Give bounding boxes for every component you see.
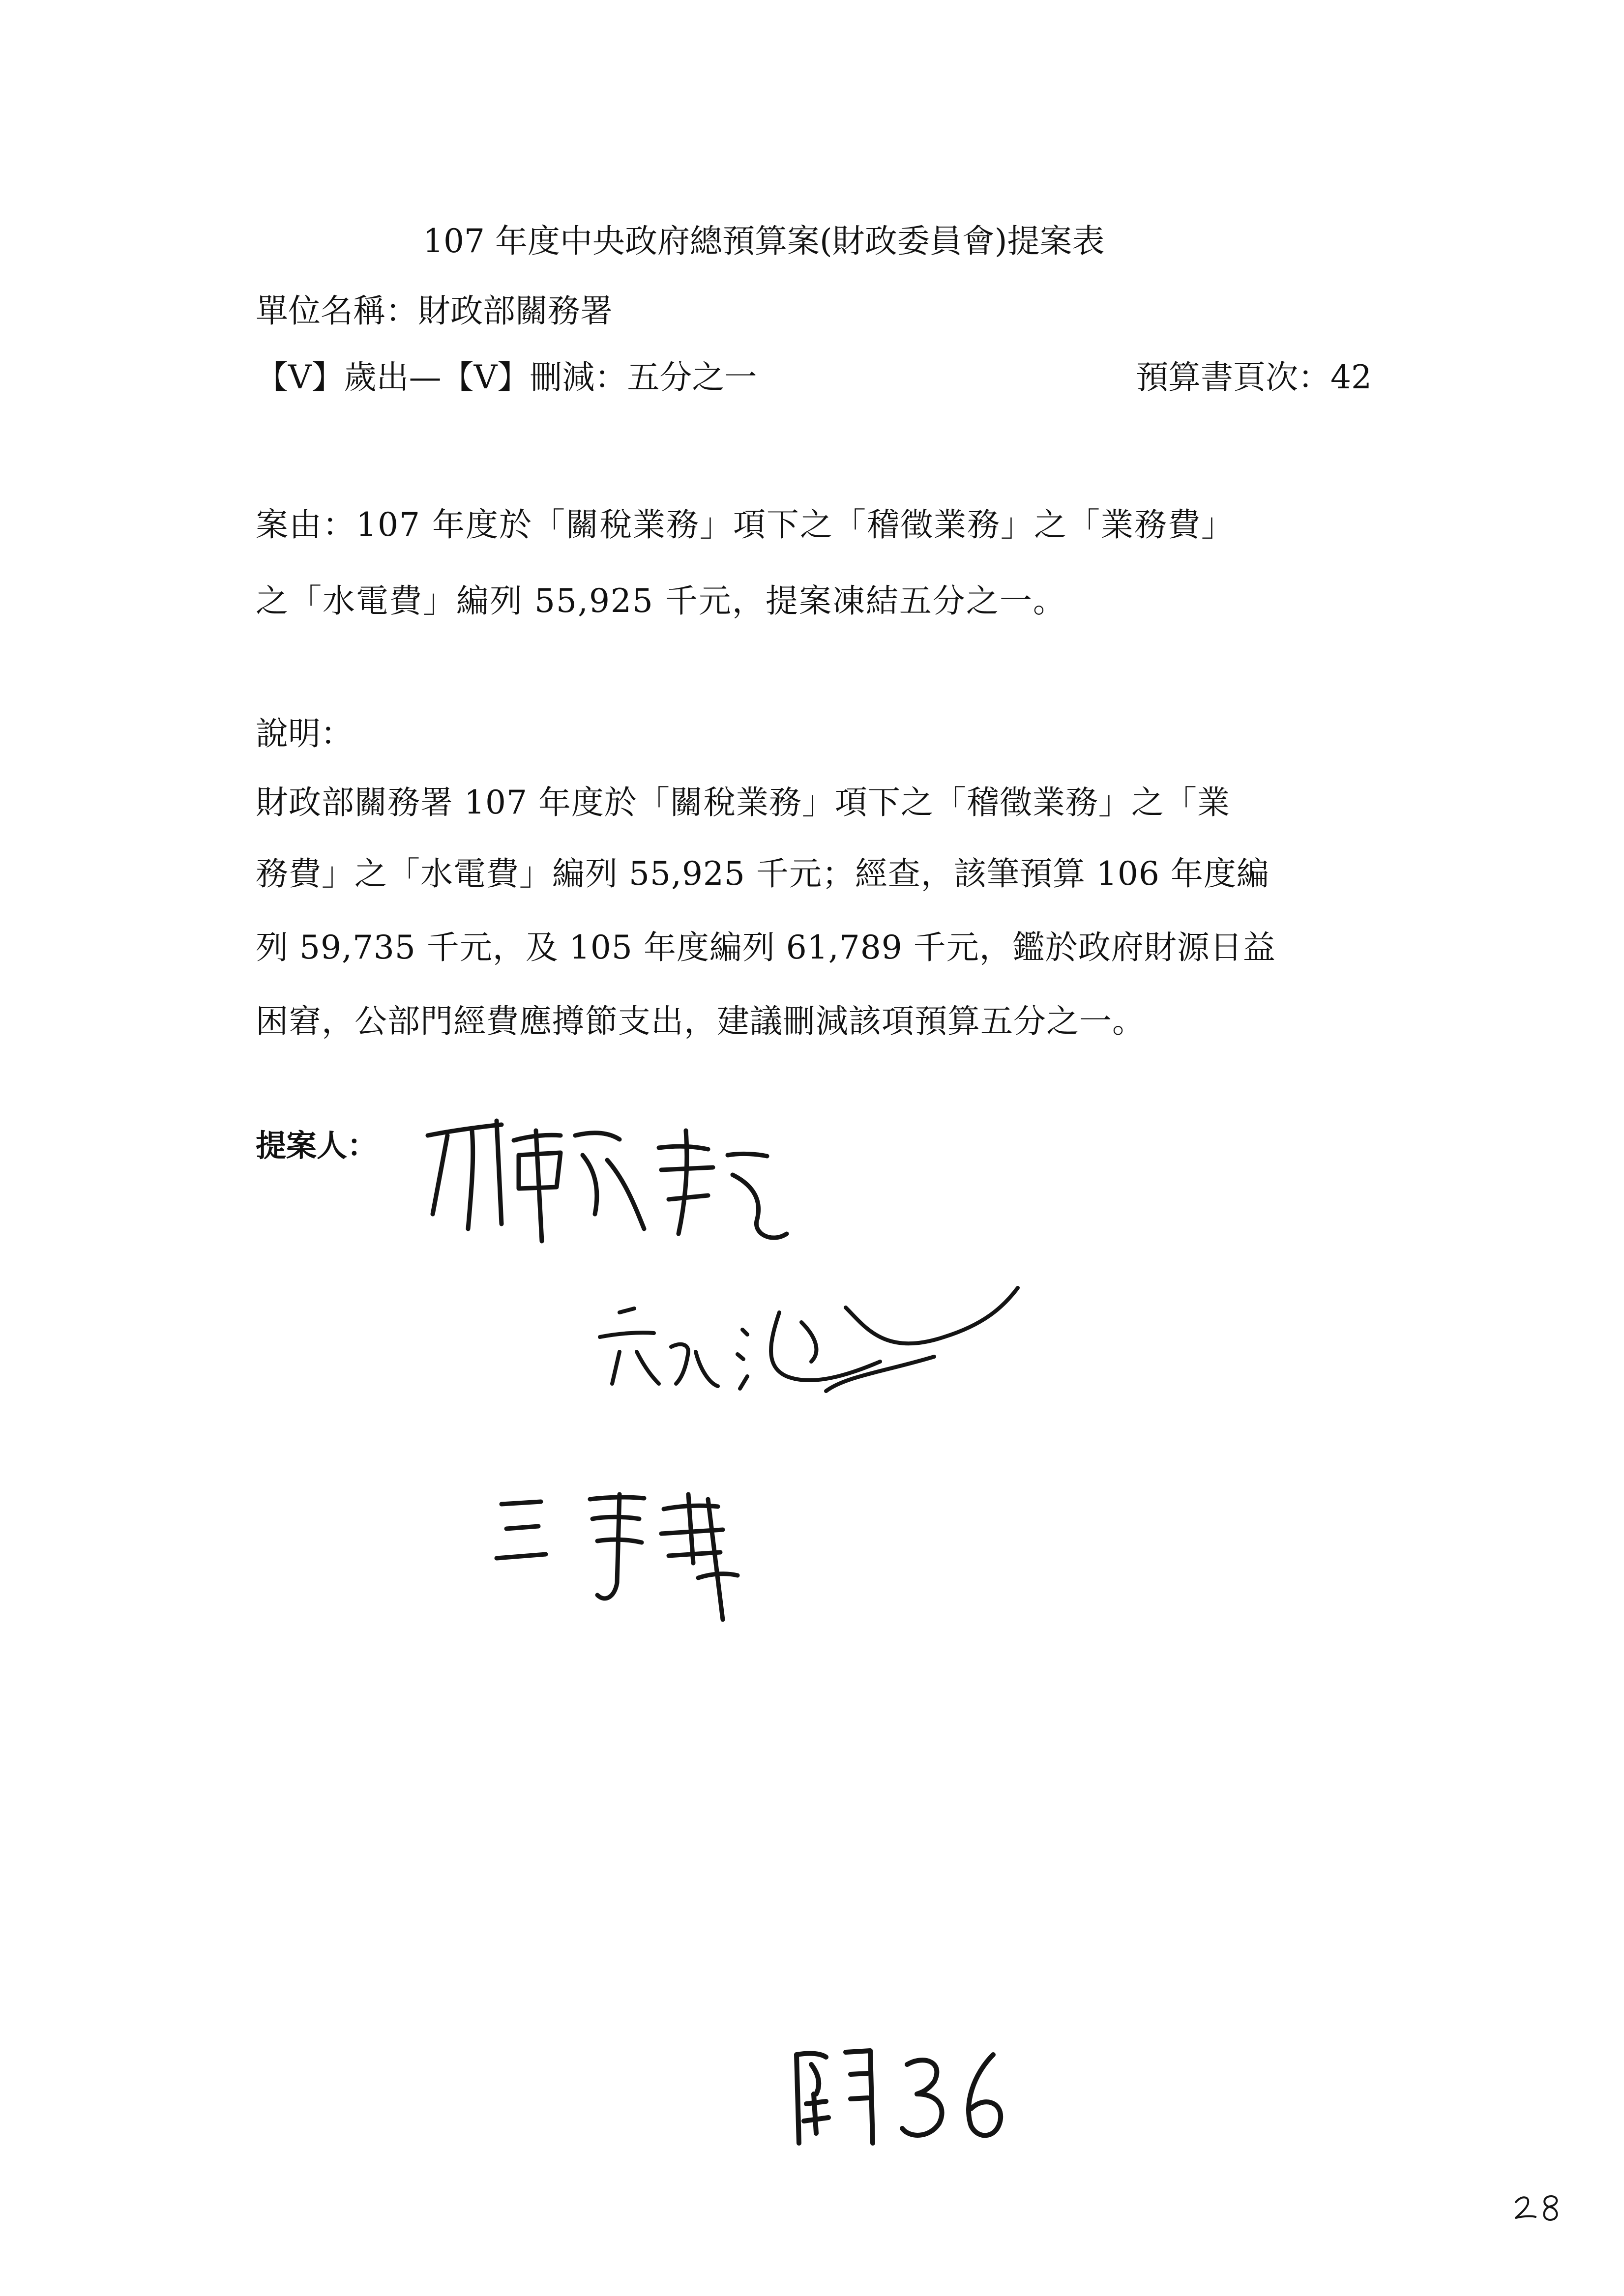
proposer-label: 提案人： (256, 1128, 378, 1163)
explanation-label: 說明： (256, 715, 353, 753)
explanation-line: 務費」之「水電費」編列 55,925 千元；經查，該筆預算 106 年度編 (256, 855, 1270, 893)
reason-line: 案由：107 年度於「關稅業務」項下之「稽徵業務」之「業務費」 (256, 506, 1235, 544)
handwritten-signature (413, 1101, 806, 1249)
explanation-line: 列 59,735 千元，及 105 年度編列 61,789 千元，鑑於政府財源日益 (256, 929, 1276, 966)
handwritten-signature (492, 1475, 787, 1632)
handwritten-case-number (777, 2035, 1023, 2163)
budget-page-reference: 預算書頁次：42 (1136, 358, 1372, 396)
reason-line: 之「水電費」編列 55,925 千元，提案凍結五分之一。 (256, 582, 1066, 620)
document-title: 107 年度中央政府總預算案(財政委員會)提案表 (423, 222, 1105, 260)
explanation-line: 財政部關務署 107 年度於「關稅業務」項下之「稽徵業務」之「業 (256, 784, 1230, 821)
unit-name: 單位名稱：財政部關務署 (256, 292, 613, 330)
budget-options: 【V】歲出—【V】刪減：五分之一 (256, 358, 757, 396)
explanation-line: 困窘，公部門經費應撙節支出，建議刪減該項預算五分之一。 (256, 1002, 1145, 1040)
handwritten-signature (590, 1278, 1033, 1445)
handwritten-page-number (1512, 2187, 1566, 2227)
